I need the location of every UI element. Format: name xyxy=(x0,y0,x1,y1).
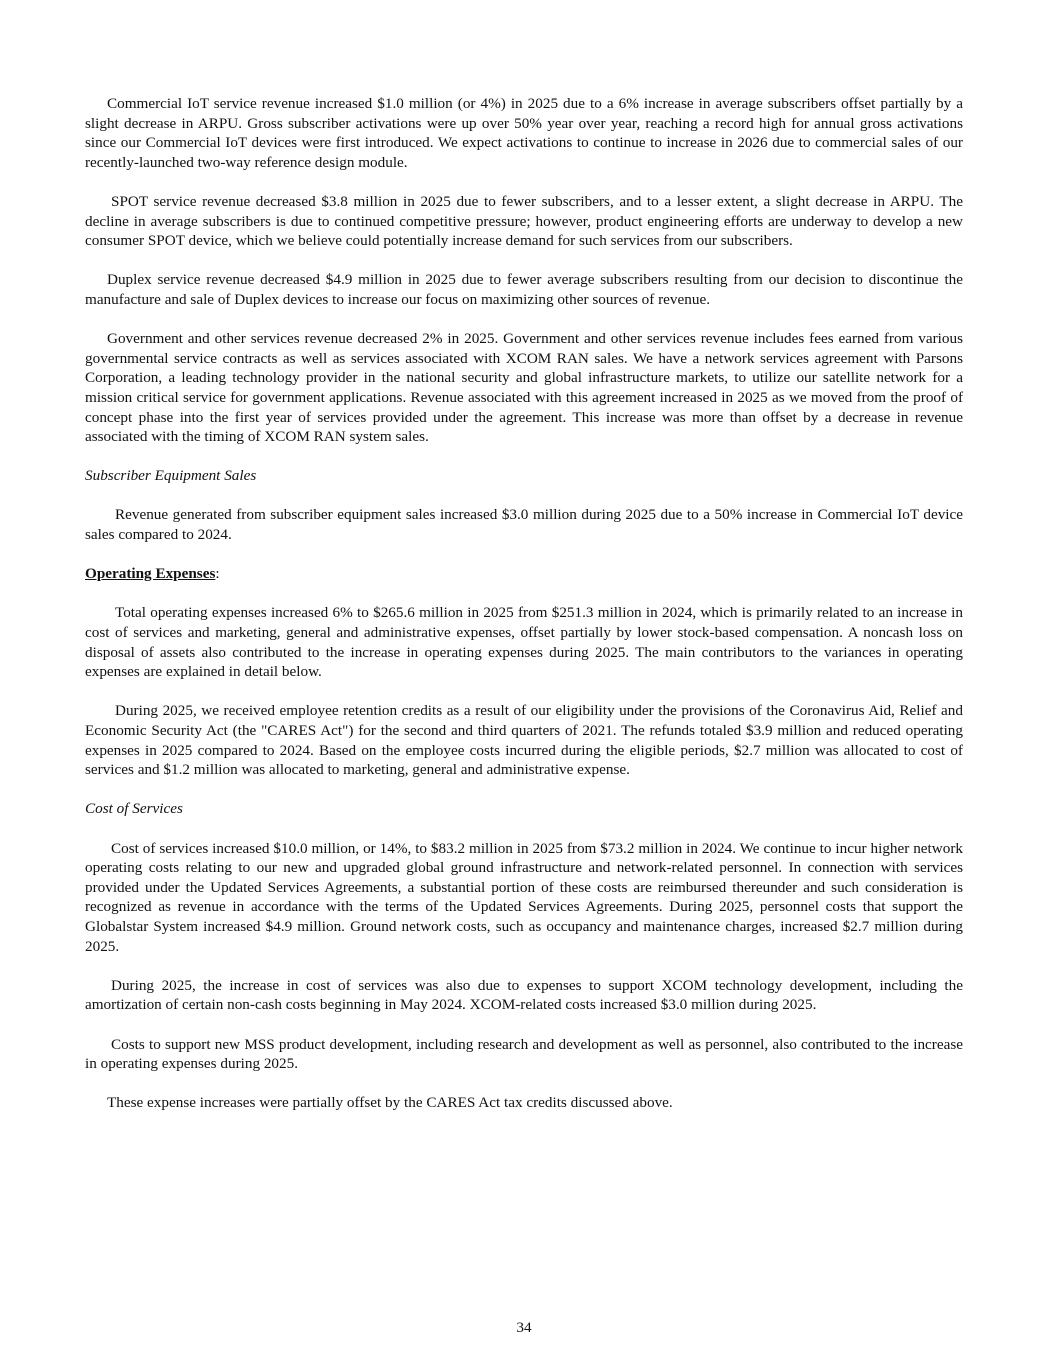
paragraph-government: Government and other services revenue decreased 2% in 2025. Government and other services revenue includes fees earned from various governmental service contracts as well as services associated with XCOM RAN sales. We have a network services agreement with Parsons Corporation, a leading technology provider in the national security and global infrastructure markets, to utilize our satellite network for a mission critical service for government applications. Revenue associated with this agreement increased in 2025 as we moved from the proof of concept phase into the first year of services provided under the agreement. This increase was more than offset by a decrease in revenue associated with the timing of XCOM RAN system sales. xyxy=(85,330,963,446)
paragraph-xcom: During 2025, the increase in cost of services was also due to expenses to support XCOM technology development, including the amortization of certain non-cash costs beginning in May 2024. XCOM-related costs increased $3.0 million during 2025. xyxy=(85,976,963,1014)
page-number: 34 xyxy=(516,1319,532,1336)
paragraph-subscriber-equipment: Revenue generated from subscriber equipment sales increased $3.0 million during 2025 due to a 50% increase in Commercial IoT device sales compared to 2024. xyxy=(85,506,963,544)
paragraph-duplex: Duplex service revenue decreased $4.9 million in 2025 due to fewer average subscribers resulting from our decision to discontinue the manufacture and sale of Duplex devices to increase our focus on maximizing other sources of revenue. xyxy=(85,271,963,308)
heading-operating-expenses xyxy=(85,564,963,584)
paragraph-operating-total: Total operating expenses increased 6% to $265.6 million in 2025 from $251.3 million in 2024, which is primarily related to an increase in cost of services and marketing, general and administrative expenses, offset partially by lower stock-based compensation. A noncash loss on disposal of assets also contributed to the increase in operating expenses during 2025. The main contributors to the variances in operating expenses are explained in detail below. xyxy=(85,604,963,681)
paragraph-commercial-iot: Commercial IoT service revenue increased $1.0 million (or 4%) in 2025 due to a 6% increase in average subscribers offset partially by a slight decrease in ARPU. Gross subscriber activations were up over 50% year over year, reaching a record high for annual gross activations since our Commercial IoT devices were first introduced. We expect activations to continue to increase in 2026 due to commercial sales of our recently-launched two-way reference design module. xyxy=(85,95,963,171)
heading-subscriber-equipment-sales: Subscriber Equipment Sales xyxy=(85,467,257,485)
heading-operating-expenses-text: Operating Expenses xyxy=(85,565,216,583)
paragraph-mss: Costs to support new MSS product development, including research and development as well as personnel, also contributed to the increase in operating expenses during 2025. xyxy=(85,1035,963,1073)
document-page xyxy=(85,94,963,1113)
paragraph-offset: These expense increases were partially offset by the CARES Act tax credits discussed above. xyxy=(107,1094,673,1112)
heading-cost-of-services: Cost of Services xyxy=(85,800,183,818)
heading-operating-expenses-colon: : xyxy=(215,565,220,583)
paragraph-cares: During 2025, we received employee retention credits as a result of our eligibility under the provisions of the Coronavirus Aid, Relief and Economic Security Act (the "CARES Act") for the second and third quarters of 2021. The refunds totaled $3.9 million and reduced operating expenses in 2025 compared to 2024. Based on the employee costs incurred during the eligible periods, $2.7 million was allocated to cost of services and $1.2 million was allocated to marketing, general and administrative expense. xyxy=(85,702,963,779)
paragraph-cost-services: Cost of services increased $10.0 million, or 14%, to $83.2 million in 2025 from $73.2 million in 2024. We continue to incur higher network operating costs relating to our new and upgraded global ground infrastructure and network-related personnel. In connection with services provided under the Updated Services Agreements, a substantial portion of these costs are reimbursed thereunder and such consideration is recognized as revenue in accordance with the terms of the Updated Services Agreements. During 2025, personnel costs that support the Globalstar System increased $4.9 million. Ground network costs, such as occupancy and maintenance charges, increased $2.7 million during 2025. xyxy=(85,839,963,955)
paragraph-spot: SPOT service revenue decreased $3.8 million in 2025 due to fewer subscribers, and to a lesser extent, a slight decrease in ARPU. The decline in average subscribers is due to continued competitive pressure; however, product engineering efforts are underway to develop a new consumer SPOT device, which we believe could potentially increase demand for such services from our subscribers. xyxy=(85,192,963,250)
